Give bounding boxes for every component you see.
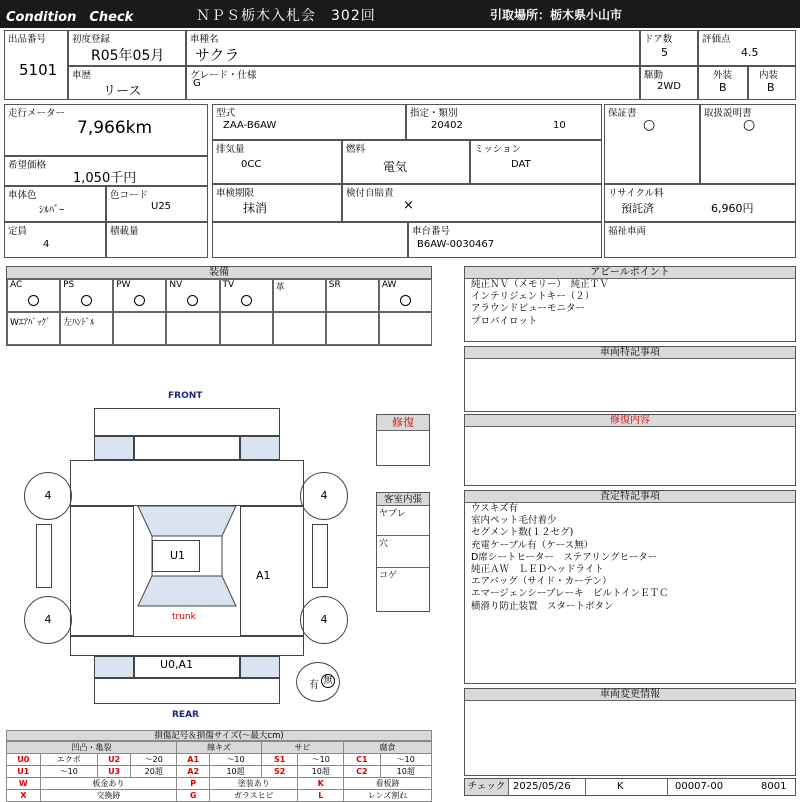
doors-box: [640, 30, 698, 66]
lot-number: 5101: [19, 61, 58, 79]
equipment-cell-ps: [60, 279, 113, 312]
inspection-note-line: 横滑り防止装置 スタートボタン: [471, 600, 614, 612]
legend-cell: 〜10: [210, 754, 262, 766]
model-box: [212, 104, 406, 140]
tire-rear-right: 4: [300, 596, 348, 644]
legend-cell: S2: [261, 766, 297, 778]
tire-front-right: 4: [300, 472, 348, 520]
mileage-box: [4, 104, 208, 156]
exterior-value: B: [719, 81, 727, 94]
tire-front-left: 4: [24, 472, 72, 520]
equipped-mark-icon: [400, 295, 411, 306]
legend-cell: サビ: [261, 742, 343, 754]
mission-label: ミッション: [474, 144, 522, 155]
legend-cell: U0: [7, 754, 41, 766]
legend-cell: X: [7, 790, 41, 802]
car-name-box: [186, 30, 640, 66]
displacement-value: 0CC: [241, 159, 262, 170]
legend-cell: U1: [7, 766, 41, 778]
legend-title: 損傷記号＆損傷サイズ(〜最大cm): [6, 730, 432, 741]
equipment-cell-nv: [166, 279, 219, 312]
tire-rear-left: 4: [24, 596, 72, 644]
inspection-notes-panel: [464, 490, 796, 684]
equipped-mark-icon: [81, 295, 92, 306]
trunk-label: trunk: [172, 612, 196, 622]
exterior-box: [698, 66, 748, 100]
legend-cell: 板金あり: [40, 778, 176, 790]
legend-cell: G: [177, 790, 210, 802]
legend-cell: L: [298, 790, 344, 802]
footer-divider: [585, 779, 586, 795]
load-box: [106, 222, 208, 258]
mileage-label: 走行メーター: [8, 108, 66, 119]
changes-title: 車両変更情報: [465, 689, 795, 701]
roof-mark: U1: [170, 549, 186, 562]
recycle-label: リサイクル料: [608, 188, 664, 199]
header-bar: [0, 0, 800, 28]
doors-value: 5: [661, 46, 668, 59]
interior-trim-label: 客室内張: [377, 493, 429, 506]
chassis-box: [408, 222, 602, 258]
equipment-extra-cell: [379, 312, 432, 345]
legend-cell: W: [7, 778, 41, 790]
inspection-notes-lines: [471, 503, 669, 613]
colorcode-box: [106, 186, 208, 222]
car-name-label: 車種名: [190, 34, 219, 45]
rear-bumper: [94, 678, 280, 704]
footer-bar: [464, 778, 796, 796]
equipment-extra-cell: [273, 312, 326, 345]
repair-detail-title: 修復内容: [465, 415, 795, 427]
equipment-cell-pw: [113, 279, 166, 312]
first-reg-box: [68, 30, 186, 66]
equipment-extra-cell: [326, 312, 379, 345]
condition-check-title: Condition Check: [6, 10, 134, 25]
equipment-cell-tv: [220, 279, 273, 312]
capacity-label: 定員: [8, 226, 28, 237]
legend-cell: K: [298, 778, 344, 790]
equipment-extra-cell: [60, 312, 113, 345]
check-date: 2025/05/26: [513, 781, 571, 792]
equipped-mark-icon: [241, 295, 252, 306]
price-box: [4, 156, 208, 186]
rear-mark: U0,A1: [160, 658, 194, 671]
rear-lamp-left: [94, 656, 134, 678]
chassis-label: 車台番号: [412, 226, 451, 237]
interior-item-hole: 穴: [377, 536, 429, 568]
drive-value: 2WD: [657, 81, 681, 92]
front-label: FRONT: [168, 391, 203, 401]
legend-cell: 塗装あり: [210, 778, 298, 790]
repair-box: [376, 414, 430, 466]
displacement-label: 排気量: [216, 144, 245, 155]
equipment-cell-sr: [326, 279, 379, 312]
hood: [70, 460, 304, 506]
spare-tire: [296, 662, 340, 702]
equipped-mark-icon: [28, 295, 39, 306]
legend-cell: ガラスヒビ: [210, 790, 298, 802]
blank-box: [212, 222, 408, 258]
legend-cell: 凹凸・亀裂: [7, 742, 177, 754]
equipment-label: NV: [169, 280, 183, 290]
equipment-label: SR: [328, 280, 341, 290]
equipment-extra-label: 左ﾊﾝﾄﾞﾙ: [63, 318, 95, 328]
inspector-code: K: [617, 781, 624, 792]
legend-row: [7, 754, 432, 766]
history-box: [68, 66, 186, 100]
legend-cell: 10超: [210, 766, 262, 778]
equipment-extra-cell: [166, 312, 219, 345]
drive-box: [640, 66, 698, 100]
right-side: [240, 506, 304, 636]
footer-number: 00007-00: [675, 781, 724, 792]
legend-cell: A1: [177, 754, 210, 766]
spare-no: 無: [321, 674, 335, 688]
interior-box: [748, 66, 796, 100]
grade-box: [186, 66, 640, 100]
mission-value: DAT: [511, 159, 531, 170]
equipment-extra-cell: [7, 312, 60, 345]
right-mirror: [312, 524, 328, 588]
equipment-extra-cell: [220, 312, 273, 345]
interior-item-burn: コゲ: [379, 571, 398, 581]
equipped-mark-icon: [134, 295, 145, 306]
equipment-cell-aw: [379, 279, 432, 312]
load-label: 積載量: [110, 226, 139, 237]
recycle-amount: 6,960円: [711, 202, 754, 215]
capacity-value: 4: [43, 239, 50, 250]
equipment-label: TV: [222, 280, 235, 290]
rear-lamp-right: [240, 656, 280, 678]
check-label: チェック: [465, 779, 509, 795]
legend-cell: 交換跡: [40, 790, 176, 802]
equipment-title: 装備: [7, 267, 431, 279]
liability-value: ×: [403, 198, 414, 213]
category-value: 10: [553, 120, 566, 131]
interior-label: 内装: [759, 70, 779, 81]
repair-label: 修復: [377, 415, 429, 431]
footer-id: 8001: [761, 781, 787, 792]
front-lamp-right: [240, 436, 280, 460]
inspection-note-line: エマージェンシーブレーキ ビルトインＥＴＣ: [471, 588, 669, 600]
interior-trim-box: [376, 492, 430, 612]
designation-label: 指定・類別: [410, 108, 458, 119]
colorcode-value: U25: [151, 201, 172, 212]
interior-value: B: [767, 81, 775, 94]
repair-detail-panel: [464, 414, 796, 486]
first-reg-value: R05年05月: [91, 48, 165, 64]
warranty-label: 保証書: [608, 108, 637, 119]
hood-front: [134, 436, 240, 460]
fuel-box: [342, 140, 470, 184]
legend-cell: レンズ割れ: [344, 790, 432, 802]
legend-row: [7, 778, 432, 790]
price-value: 1,050千円: [73, 171, 137, 186]
fuel-label: 燃料: [346, 144, 366, 155]
manual-label: 取扱説明書: [704, 108, 752, 119]
inspection-notes-title: 査定特記事項: [465, 491, 795, 503]
displacement-box: [212, 140, 342, 184]
score-box: [698, 30, 796, 66]
inspection-note-line: 室内ペット毛付着少: [471, 515, 557, 527]
designation-box: [406, 104, 602, 140]
appeal-line: アラウンドビューモニター: [471, 303, 586, 315]
inspection-note-line: 充電ケーブル有（ケース無）: [471, 539, 594, 551]
pickup-location: 引取場所：栃木県小山市: [490, 8, 623, 22]
doors-label: ドア数: [644, 34, 673, 45]
damage-legend: [6, 730, 432, 802]
model-label: 型式: [216, 108, 236, 119]
drive-label: 駆動: [644, 70, 664, 81]
exterior-label: 外装: [713, 70, 733, 81]
equipment-label: PW: [116, 280, 131, 290]
lot-box: [4, 30, 68, 100]
auction-title: ＮＰＳ栃木入札会 302回: [196, 8, 376, 24]
legend-cell: 〜20: [131, 754, 177, 766]
rear-label: REAR: [172, 710, 199, 720]
legend-cell: A2: [177, 766, 210, 778]
liability-label: 検付自賠責: [346, 188, 394, 199]
capacity-box: [4, 222, 106, 258]
legend-cell: 看板跡: [344, 778, 432, 790]
inspection-note-line: ウスキズ有: [471, 503, 519, 514]
warranty-value: ○: [643, 117, 656, 133]
manual-box: [700, 104, 796, 184]
inspection-note-line: セグメント数(１２セグ): [471, 527, 574, 539]
mission-box: [470, 140, 602, 184]
equipment-label: AW: [381, 280, 397, 290]
appeal-lines: [471, 279, 609, 328]
inspection-value: 抹消: [243, 201, 268, 215]
price-label: 希望価格: [8, 160, 47, 171]
history-value: リース: [103, 84, 142, 99]
footer-divider-2: [667, 779, 668, 795]
lot-label: 出品番号: [8, 34, 47, 45]
warranty-box: [604, 104, 700, 184]
inspection-note-line: D席シートヒーター ステアリングヒーター: [471, 551, 658, 563]
color-value: ｼﾙﾊﾞｰ: [39, 205, 64, 216]
equipment-label: 革: [275, 283, 285, 293]
legend-cell: C2: [344, 766, 380, 778]
welfare-box: [604, 222, 796, 258]
right-door-mark: A1: [256, 569, 271, 582]
designation-value: 20402: [431, 120, 463, 131]
left-mirror: [36, 524, 52, 588]
inspection-label: 車検期限: [216, 188, 255, 199]
recycle-status: 預託済: [621, 202, 654, 215]
inspection-note-line: 純正ＡＷ ＬＥＤヘッドライト: [471, 564, 604, 576]
legend-cell: 〜10: [298, 754, 344, 766]
legend-cell: C1: [344, 754, 380, 766]
legend-row: [7, 766, 432, 778]
appeal-line: インテリジェントキー（２）: [471, 291, 595, 303]
chassis-value: B6AW-0030467: [417, 239, 495, 250]
appeal-title: アピールポイント: [465, 267, 795, 279]
spare-yes: 有: [309, 680, 319, 691]
equipment-label: PS: [63, 280, 75, 290]
legend-cell: P: [177, 778, 210, 790]
interior-item-tear: ヤブレ: [377, 506, 429, 536]
changes-panel: [464, 688, 796, 776]
special-panel: [464, 346, 796, 412]
grade-label: グレード・仕様: [190, 70, 257, 81]
car-name: サクラ: [195, 46, 240, 64]
legend-cell: U3: [97, 766, 131, 778]
equipment-label: AC: [10, 280, 23, 290]
legend-cell: U2: [97, 754, 131, 766]
colorcode-label: 色コード: [110, 190, 149, 201]
appeal-line: 純正ＮＶ（メモリー） 純正ＴＶ: [471, 279, 609, 290]
special-title: 車両特記事項: [465, 347, 795, 359]
legend-cell: エクボ: [40, 754, 97, 766]
color-box: [4, 186, 106, 222]
recycle-box: [604, 184, 796, 222]
legend-table: [6, 741, 432, 802]
legend-cell: S1: [261, 754, 297, 766]
equipment-panel: [6, 266, 432, 346]
appeal-panel: [464, 266, 796, 342]
grade-value: G: [193, 78, 201, 89]
equipment-cell-ac: [7, 279, 60, 312]
liability-box: [342, 184, 602, 222]
manual-value: ○: [743, 117, 756, 133]
score-label: 評価点: [702, 34, 731, 45]
history-label: 車歴: [72, 70, 92, 81]
legend-cell: 〜10: [40, 766, 97, 778]
legend-cell: 10超: [380, 766, 431, 778]
score-value: 4.5: [741, 46, 759, 59]
equipment-cell-革: [273, 279, 326, 312]
inspection-box: [212, 184, 342, 222]
color-label: 車体色: [8, 190, 37, 201]
legend-cell: 10超: [298, 766, 344, 778]
welfare-label: 福祉車両: [608, 226, 647, 237]
legend-cell: 腐食: [344, 742, 432, 754]
left-side: [70, 506, 134, 636]
trunk-area: [70, 636, 304, 656]
legend-cell: 線キズ: [177, 742, 262, 754]
front-lamp-left: [94, 436, 134, 460]
legend-row: [7, 742, 432, 754]
equipped-mark-icon: [187, 295, 198, 306]
equipment-extra-label: Wｴｱﾊﾞｯｸﾞ: [10, 318, 51, 328]
equipment-extra-cell: [113, 312, 166, 345]
front-bumper: [94, 408, 280, 436]
fuel-value: 電気: [383, 160, 408, 174]
legend-cell: 20超: [131, 766, 177, 778]
first-reg-label: 初度登録: [72, 34, 111, 45]
model-value: ZAA-B6AW: [223, 120, 277, 131]
appeal-line: プロパイロット: [471, 315, 538, 327]
legend-cell: 〜10: [380, 754, 431, 766]
mileage-value: 7,966km: [77, 118, 153, 138]
inspection-note-line: エアバッグ（サイド・カーテン）: [471, 576, 612, 588]
